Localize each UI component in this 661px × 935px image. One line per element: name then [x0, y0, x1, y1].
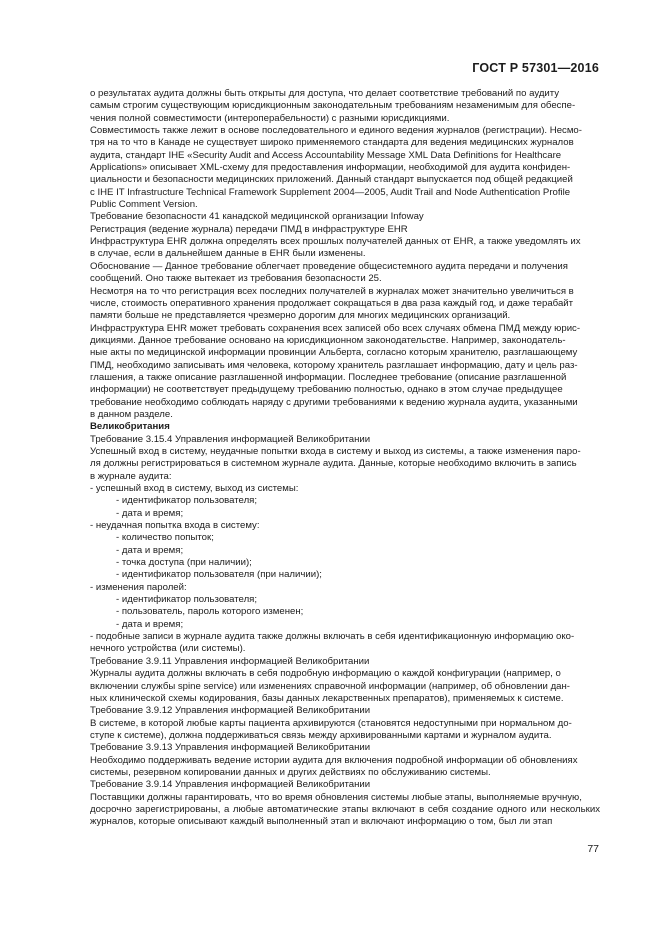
text-line: В системе, в которой любые карты пациента архивируются (становятся недоступными при нормальном до- [90, 717, 572, 729]
text-line: Несмотря на то что регистрация всех последних получателей в журналах может значительно увеличиться в [90, 285, 574, 297]
sub-list-item: - идентификатор пользователя; [116, 594, 258, 606]
text-line: включении службы spine service) или изменениях справочной информации (например, об обновлении дан- [90, 680, 571, 692]
text-line: тря на то что в Канаде не существует широко применяемого стандарта для ведения медицинских журналов [90, 137, 574, 149]
text-line: в случае, если в дальнейшем данные в EHR были изменены. [90, 248, 366, 260]
text-line: досрочно зарегистрированы, а любые автоматические этапы включают в себя создание одного или нескольких журналов, которые описывают каждый выполненный этап и включают информацию о том, был ли этап [90, 803, 600, 828]
sub-list-item: - дата и время; [116, 618, 184, 630]
text-line: требование необходимо соблюдать наряду с другими требованиями к ведению журнала аудита, указанными [90, 396, 578, 408]
list-item: - изменения паролей: [90, 581, 187, 593]
text-line: Регистрация (ведение журнала) передачи ПМД в инфраструктуре EHR [90, 223, 408, 235]
text-line: Требование 3.9.12 Управления информацией Великобритании [90, 705, 371, 717]
standard-header: ГОСТ Р 57301—2016 [472, 61, 599, 75]
section-heading: Великобритания [90, 421, 170, 433]
sub-list-item: - количество попыток; [116, 532, 214, 544]
sub-list-item: - пользователь, пароль которого изменен; [116, 606, 304, 618]
text-line: Требование 3.15.4 Управления информацией Великобритании [90, 433, 371, 445]
text-line: нечного устройства (или системы). [90, 643, 246, 655]
text-line: Требование 3.9.13 Управления информацией Великобритании [90, 742, 371, 754]
text-line: системы, резервном копировании данных и других действиях по обслуживанию системы. [90, 766, 491, 778]
list-item: - неудачная попытка входа в систему: [90, 520, 260, 532]
sub-list-item: - дата и время; [116, 507, 184, 519]
sub-list-item: - дата и время; [116, 544, 184, 556]
text-line: Обоснование — Данное требование облегчает проведение общесистемного аудита передачи и получения [90, 260, 568, 272]
text-line: памяти больше не представляется чрезмерно дорогим для многих медицинских организаций. [90, 310, 511, 322]
text-line: чения полной совместимости (интероперабельности) с разными юрисдикциями. [90, 112, 450, 124]
text-line: Поставщики должны гарантировать, что во время обновления системы любые этапы, выполняемые вручную, [90, 791, 582, 803]
text-line: Public Comment Version. [90, 199, 198, 211]
document-body [90, 88, 600, 829]
text-line: циальности и безопасности медицинских приложений. Данный стандарт выпускается под общей редакцией [90, 174, 573, 186]
text-line: информации) не соответствует предыдущему требованию полностью, однако в этом случае предыдущее [90, 384, 563, 396]
text-line: ступе к системе), должна поддерживаться связь между архивированными картами и журналом аудита. [90, 729, 552, 741]
sub-list-item: - точка доступа (при наличии); [116, 557, 252, 569]
text-line: числе, стоимость оперативного хранения продолжает сокращаться в два раза каждый год, и даже терабайт [90, 297, 574, 309]
text-line: с IHE IT Infrastructure Technical Framework Supplement 2004—2005, Audit Trail and Node Authentication Profile [90, 186, 571, 198]
text-line: Совместимость также лежит в основе последовательного и единого ведения журналов (регистрации). Несмо- [90, 125, 582, 137]
text-line: глашения, а также описание разглашенной информации. Последнее требование (описание разглашенной [90, 371, 567, 383]
text-line: в данном разделе. [90, 408, 173, 420]
sub-list-item: - идентификатор пользователя (при наличии); [116, 569, 322, 581]
text-line: Требование 3.9.14 Управления информацией Великобритании [90, 779, 371, 791]
text-line: самым строгим существующим юрисдикционным законодательным требованиям незаменимым для обеспе- [90, 100, 576, 112]
text-line: о результатах аудита должны быть открыты для доступа, что делает соответствие требований по аудиту [90, 88, 560, 99]
text-line: сообщений. Оно также вытекает из требования безопасности 25. [90, 273, 382, 285]
text-line: Инфраструктура EHR должна определять всех прошлых получателей данных от EHR, а также уведомлять их [90, 236, 581, 248]
page-number: 77 [587, 843, 599, 855]
sub-list-item: - идентификатор пользователя; [116, 495, 258, 507]
text-line: Необходимо поддерживать ведение истории аудита для включения подробной информации об обновлениях [90, 754, 578, 766]
text-line: Журналы аудита должны включать в себя подробную информацию о каждой конфигурации (например, о [90, 668, 561, 680]
text-line: ПМД, необходимо записывать имя человека, которому хранитель разглашает информацию, дату и цель раз- [90, 359, 578, 371]
text-line: Applications» описывает XML-схему для предоставления информации, необходимой для аудита конфиден- [90, 162, 571, 174]
list-item: - подобные записи в журнале аудита также должны включать в себя идентификационную информацию око- [90, 631, 575, 643]
text-line: аудита, стандарт IHE «Security Audit and Access Accountability Message XML Data Definitions for Healthcare [90, 149, 562, 161]
text-line: ля должны регистрироваться в системном журнале аудита. Данные, которые необходимо включить в запись [90, 458, 577, 470]
text-line: ные акты по медицинской информации провинции Альберта, согласно которым хранителю, разглашающему [90, 347, 578, 359]
text-line: Требование безопасности 41 канадской медицинской организации Infoway [90, 211, 424, 223]
text-line: Инфраструктура EHR может требовать сохранения всех записей обо всех случаях обмена ПМД между юрис- [90, 322, 581, 334]
text-line: Успешный вход в систему, неудачные попытки входа в систему и выход из системы, а также изменения паро- [90, 445, 581, 457]
text-line: Требование 3.9.11 Управления информацией Великобритании [90, 655, 370, 667]
text-line: в журнале аудита: [90, 470, 172, 482]
list-item: - успешный вход в систему, выход из системы: [90, 483, 299, 494]
text-line: дикциями. Данное требование основано на юрисдикционном законодательстве. Например, законодатель- [90, 334, 566, 346]
text-line: ных клинической схемы кодирования, базы данных лекарственных препаратов), применяемых к системе. [90, 692, 564, 704]
